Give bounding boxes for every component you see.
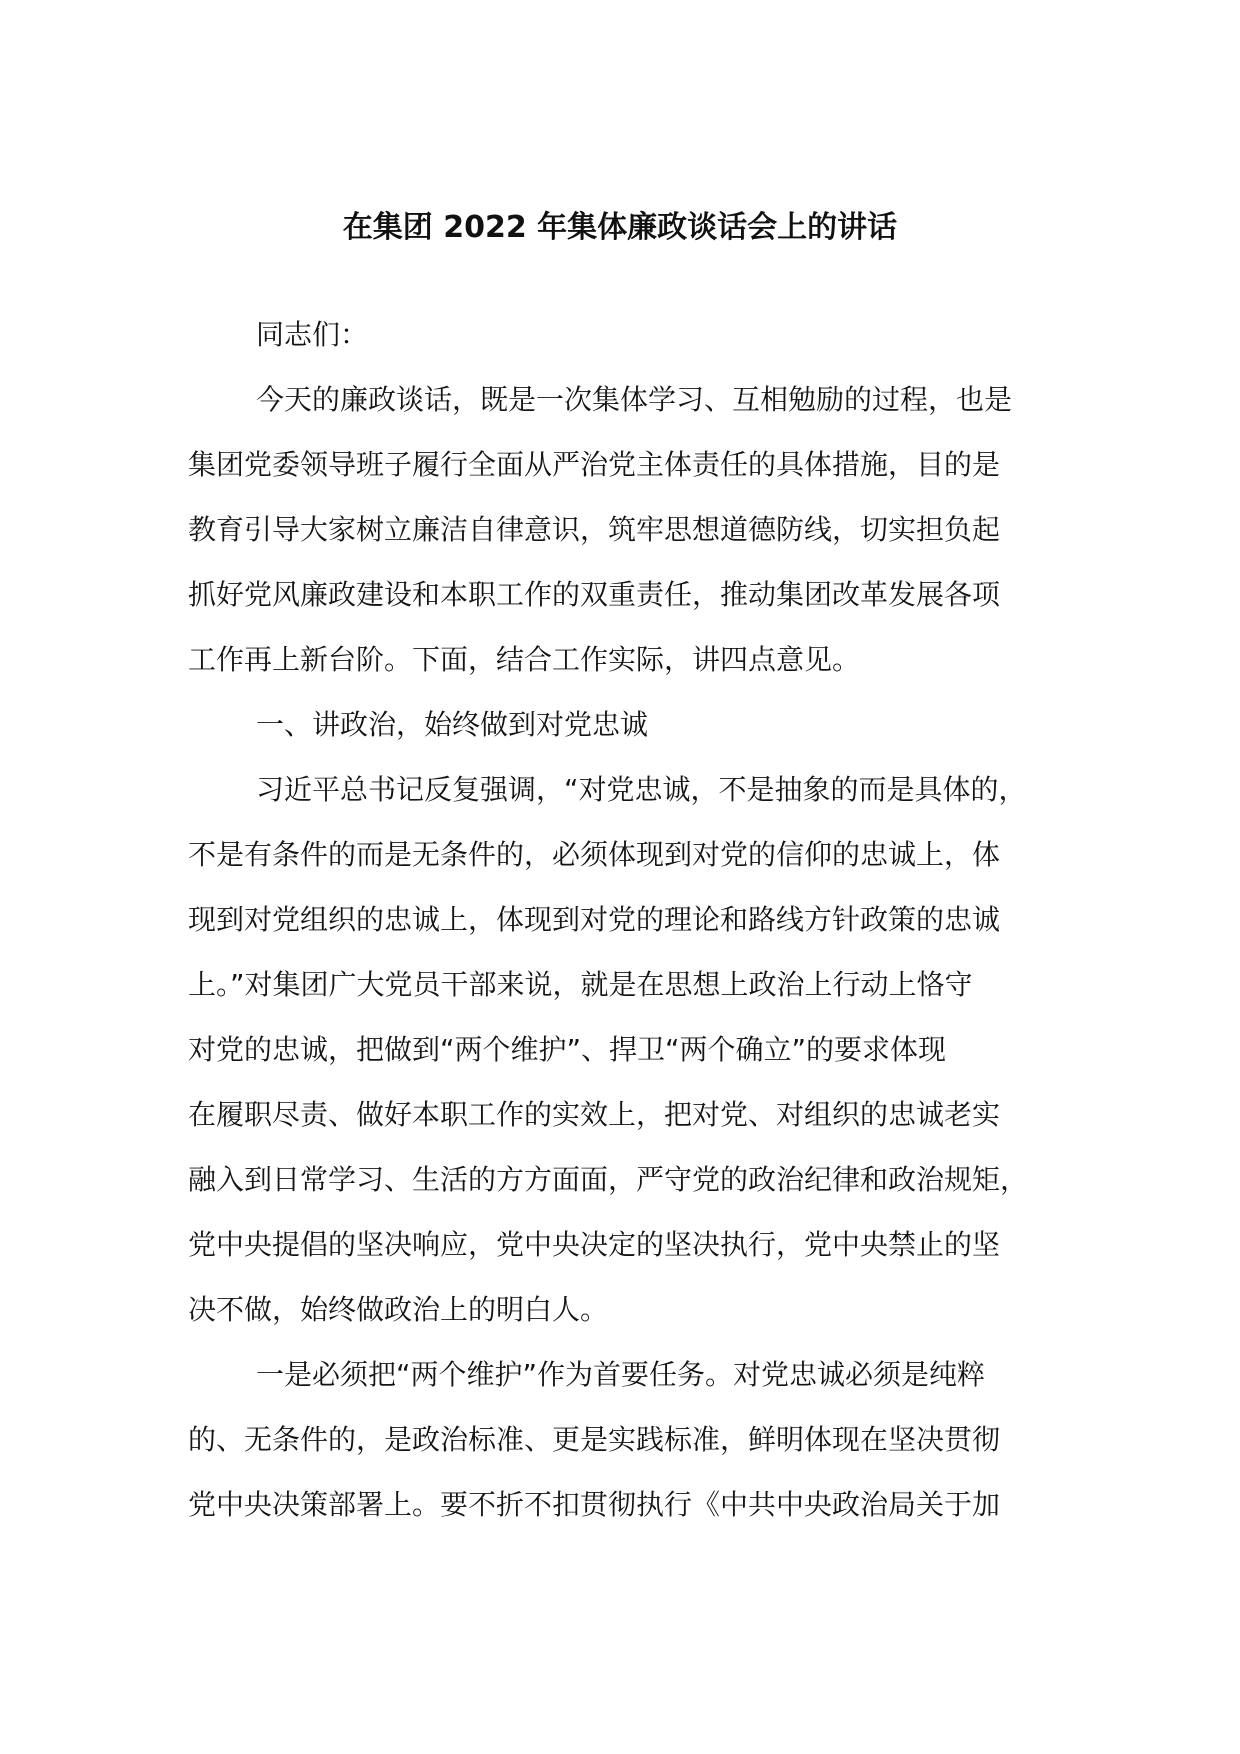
text-line: 对党的忠诚，把做到“两个维护”、捍卫“两个确立”的要求体现 <box>188 1033 947 1066</box>
text-line: 抓好党风廉政建设和本职工作的双重责任，推动集团改革发展各项 <box>188 578 1001 611</box>
text-line: 今天的廉政谈话，既是一次集体学习、互相勉励的过程，也是 <box>256 383 1013 416</box>
text-line: 同志们： <box>256 318 369 351</box>
paragraph-body <box>188 1342 1068 1537</box>
text-line: 工作再上新台阶。下面，结合工作实际，讲四点意见。 <box>188 643 861 676</box>
paragraph-salutation <box>188 302 1068 367</box>
document-body <box>188 302 1068 1537</box>
text-line: 教育引导大家树立廉洁自律意识，筑牢思想道德防线，切实担负起 <box>188 513 1001 546</box>
text-line: 融入到日常学习、生活的方方面面，严守党的政治纪律和政治规矩， <box>188 1163 1029 1196</box>
document-title: 在集团 2022 年集体廉政谈话会上的讲话 <box>342 210 898 245</box>
paragraph-body <box>188 757 1068 1342</box>
text-line: 习近平总书记反复强调，“对党忠诚，不是抽象的而是具体的， <box>256 773 1027 806</box>
text-line: 上。”对集团广大党员干部来说，就是在思想上政治上行动上恪守 <box>188 968 973 1001</box>
paragraph-intro <box>188 367 1068 692</box>
text-line: 一是必须把“两个维护”作为首要任务。对党忠诚必须是纯粹 <box>256 1358 986 1391</box>
text-line: 决不做，始终做政治上的明白人。 <box>188 1293 609 1326</box>
text-line: 党中央提倡的坚决响应，党中央决定的坚决执行，党中央禁止的坚 <box>188 1228 1001 1261</box>
text-line: 党中央决策部署上。要不折不扣贯彻执行《中共中央政治局关于加 <box>188 1488 1001 1521</box>
text-line: 一、讲政治，始终做到对党忠诚 <box>256 708 649 741</box>
text-line: 不是有条件的而是无条件的，必须体现到对党的信仰的忠诚上，体 <box>188 838 1001 871</box>
text-line: 现到对党组织的忠诚上，体现到对党的理论和路线方针政策的忠诚 <box>188 903 1001 936</box>
text-line: 在履职尽责、做好本职工作的实效上，把对党、对组织的忠诚老实 <box>188 1098 1001 1131</box>
text-line: 集团党委领导班子履行全面从严治党主体责任的具体措施，目的是 <box>188 448 1001 481</box>
section-heading <box>188 692 1068 757</box>
text-line: 的、无条件的，是政治标准、更是实践标准，鲜明体现在坚决贯彻 <box>188 1423 1001 1456</box>
